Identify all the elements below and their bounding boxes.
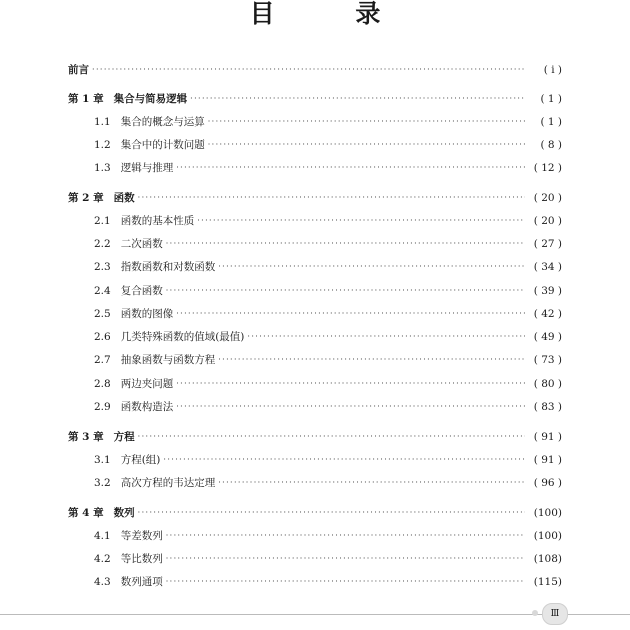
toc-entry-title: 函数 <box>113 192 135 204</box>
toc-section-entry[interactable] <box>94 528 562 544</box>
toc-entry-label <box>68 429 135 445</box>
toc-entry-page: ( 8 ) <box>540 139 562 151</box>
toc-entry-number: 1.2 <box>94 139 111 151</box>
toc-entry-number: 1.1 <box>94 116 111 128</box>
leader-dots <box>166 283 525 299</box>
page-title: 目 录 <box>249 0 417 28</box>
toc-entry-title: 几类特殊函数的值域(最值) <box>120 331 245 343</box>
toc-entry-number: 2.9 <box>94 401 111 413</box>
leader-dots <box>218 475 525 491</box>
toc-entry-page: ( 96 ) <box>533 477 562 489</box>
toc-entry-label <box>94 213 194 229</box>
toc-entry-title: 方程 <box>113 431 135 443</box>
toc-entry-page: ( 1 ) <box>540 93 562 105</box>
toc-entry-title: 集合中的计数问题 <box>120 139 205 151</box>
leader-dots <box>163 452 525 468</box>
toc-entry-number: 2.6 <box>94 331 111 343</box>
toc-entry-number: 第 2 章 <box>68 192 104 204</box>
toc-section-entry[interactable] <box>94 283 562 299</box>
toc-entry-number: 第 3 章 <box>68 431 104 443</box>
toc-entry-page: ( 12 ) <box>533 162 562 174</box>
toc-entry-number: 2.2 <box>94 238 111 250</box>
toc-entry-page: ( 27 ) <box>533 238 562 250</box>
leader-dots <box>218 259 525 275</box>
leader-dots <box>208 114 525 130</box>
toc-entry-page: (100) <box>533 507 562 519</box>
toc-entry-label <box>94 528 163 544</box>
toc-entry-title: 等差数列 <box>120 530 163 542</box>
toc-entry-label <box>94 283 163 299</box>
toc-entry-title: 逻辑与推理 <box>120 162 174 174</box>
toc-entry-number: 3.2 <box>94 477 111 489</box>
toc-entry-label <box>94 452 160 468</box>
toc-entry-title: 等比数列 <box>120 553 163 565</box>
toc-entry-title: 抽象函数与函数方程 <box>120 354 216 366</box>
toc-entry-page: ( 20 ) <box>533 215 562 227</box>
toc-entry-number: 3.1 <box>94 454 111 466</box>
toc-entry-page: (115) <box>533 576 562 588</box>
toc-entry-title: 二次函数 <box>120 238 163 250</box>
toc-entry-page: ( 1 ) <box>540 116 562 128</box>
toc-section-entry[interactable] <box>94 551 562 567</box>
toc-entry-title: 方程(组) <box>120 454 161 466</box>
toc-entry-label <box>94 352 215 368</box>
toc-entry-label <box>68 190 135 206</box>
toc-entry-title: 复合函数 <box>120 285 163 297</box>
toc-entry-title: 函数构造法 <box>120 401 174 413</box>
toc-entry-title: 指数函数和对数函数 <box>120 261 216 273</box>
toc-section-entry[interactable] <box>94 137 562 153</box>
toc-section-entry[interactable] <box>94 352 562 368</box>
toc-section-entry[interactable] <box>94 213 562 229</box>
toc-chapter-entry[interactable] <box>68 62 562 78</box>
leader-dots <box>138 190 525 206</box>
toc-entry-number: 4.2 <box>94 553 111 565</box>
toc-entry-label <box>94 137 205 153</box>
leader-dots <box>197 213 525 229</box>
leader-dots <box>176 399 525 415</box>
toc-entry-number: 2.4 <box>94 285 111 297</box>
page-number-badge: Ⅲ <box>542 603 568 625</box>
toc-entry-page: ( 80 ) <box>533 378 562 390</box>
toc-entry-page: ( 73 ) <box>533 354 562 366</box>
toc-entry-number: 2.3 <box>94 261 111 273</box>
toc-entry-page: ( ⅰ ) <box>543 64 562 76</box>
toc-entry-label <box>94 475 215 491</box>
toc-entry-label <box>94 551 163 567</box>
toc-entry-number: 2.8 <box>94 378 111 390</box>
leader-dots <box>190 91 525 107</box>
toc-entry-label <box>94 114 205 130</box>
toc-section-entry[interactable] <box>94 399 562 415</box>
leader-dots <box>166 528 525 544</box>
toc-entry-title: 函数的基本性质 <box>120 215 195 227</box>
toc-section-entry[interactable] <box>94 114 562 130</box>
leader-dots <box>166 551 525 567</box>
toc-chapter-entry[interactable] <box>68 429 562 445</box>
leader-dots <box>247 329 525 345</box>
toc-entry-label <box>68 505 135 521</box>
toc-entry-page: ( 91 ) <box>533 431 562 443</box>
toc-entry-label <box>68 62 89 78</box>
toc-entry-title: 函数的图像 <box>120 308 174 320</box>
toc-section-entry[interactable] <box>94 160 562 176</box>
leader-dots <box>176 160 525 176</box>
toc-entry-page: ( 91 ) <box>533 454 562 466</box>
toc-section-entry[interactable] <box>94 574 562 590</box>
toc-entry-label <box>94 236 163 252</box>
leader-dots <box>218 352 525 368</box>
toc-entry-title: 数列通项 <box>120 576 163 588</box>
leader-dots <box>92 62 525 78</box>
toc-entry-page: ( 83 ) <box>533 401 562 413</box>
leader-dots <box>138 505 525 521</box>
toc-entry-number: 2.1 <box>94 215 111 227</box>
leader-dots <box>138 429 525 445</box>
toc-entry-number: 2.5 <box>94 308 111 320</box>
toc-entry-label <box>94 160 173 176</box>
toc-entry-title: 两边夹问题 <box>120 378 174 390</box>
toc-chapter-entry[interactable] <box>68 91 562 107</box>
toc-entry-number: 2.7 <box>94 354 111 366</box>
toc-entry-label <box>68 91 187 107</box>
toc-entry-label <box>94 376 173 392</box>
toc-entry-title: 数列 <box>113 507 135 519</box>
toc-section-entry[interactable] <box>94 475 562 491</box>
toc-entry-page: ( 34 ) <box>533 261 562 273</box>
toc-entry-number: 第 4 章 <box>68 507 104 519</box>
toc-entry-page: (108) <box>533 553 562 565</box>
toc-entry-title: 前言 <box>68 64 89 76</box>
toc-entry-label <box>94 329 244 345</box>
toc-entry-page: ( 42 ) <box>533 308 562 320</box>
toc-entry-title: 高次方程的韦达定理 <box>120 477 216 489</box>
toc-entry-page: ( 49 ) <box>533 331 562 343</box>
toc-entry-page: ( 20 ) <box>533 192 562 204</box>
toc-entry-number: 1.3 <box>94 162 111 174</box>
toc-section-entry[interactable] <box>94 329 562 345</box>
toc-entry-label <box>94 399 173 415</box>
leader-dots <box>166 574 525 590</box>
leader-dots <box>208 137 525 153</box>
toc-chapter-entry[interactable] <box>68 190 562 206</box>
toc-section-entry[interactable] <box>94 376 562 392</box>
toc-entry-title: 集合与简易逻辑 <box>113 93 188 105</box>
toc-entry-label <box>94 259 215 275</box>
footer-decoration <box>532 610 538 616</box>
toc-chapter-entry[interactable] <box>68 505 562 521</box>
toc-entry-number: 4.1 <box>94 530 111 542</box>
toc-section-entry[interactable] <box>94 236 562 252</box>
toc-section-entry[interactable] <box>94 259 562 275</box>
toc-entry-number: 第 1 章 <box>68 93 104 105</box>
leader-dots <box>176 306 525 322</box>
leader-dots <box>166 236 525 252</box>
toc-section-entry[interactable] <box>94 452 562 468</box>
toc-section-entry[interactable] <box>94 306 562 322</box>
toc-entry-page: (100) <box>533 530 562 542</box>
toc-entry-label <box>94 574 163 590</box>
toc-entry-title: 集合的概念与运算 <box>120 116 205 128</box>
toc-entry-number: 4.3 <box>94 576 111 588</box>
toc-entry-page: ( 39 ) <box>533 285 562 297</box>
leader-dots <box>176 376 525 392</box>
toc-entry-label <box>94 306 173 322</box>
